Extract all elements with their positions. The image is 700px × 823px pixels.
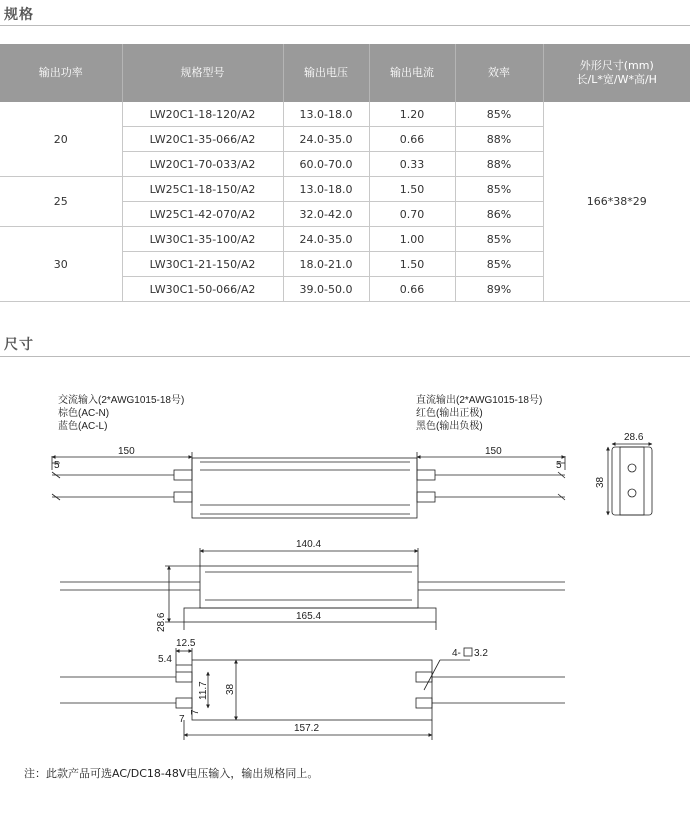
spec-section-title: 规格 (4, 7, 34, 23)
dim-165-4: 165.4 (296, 611, 322, 622)
dim-hole-size: 3.2 (474, 648, 488, 659)
input-label-1: 交流输入(2*AWG1015-18号) (58, 395, 185, 406)
power-cell: 25 (0, 177, 122, 227)
efficiency-cell: 85% (455, 102, 543, 127)
voltage-cell: 24.0-35.0 (283, 127, 369, 152)
voltage-cell: 13.0-18.0 (283, 177, 369, 202)
efficiency-cell: 88% (455, 127, 543, 152)
output-label-1: 直流输出(2*AWG1015-18号) (416, 395, 543, 406)
dim-5-4: 5.4 (158, 654, 172, 665)
voltage-cell: 18.0-21.0 (283, 252, 369, 277)
dim-38-end: 38 (595, 476, 606, 488)
input-label-2: 棕色(AC-N) (58, 408, 110, 419)
header-dimension (543, 44, 690, 102)
model-cell: LW30C1-35-100/A2 (122, 227, 283, 252)
efficiency-cell: 88% (455, 152, 543, 177)
voltage-cell: 60.0-70.0 (283, 152, 369, 177)
dim-28-6-end: 28.6 (624, 432, 644, 443)
efficiency-cell: 85% (455, 227, 543, 252)
top-view-body (174, 458, 435, 518)
efficiency-cell: 86% (455, 202, 543, 227)
current-cell: 1.00 (369, 227, 455, 252)
dim-150-left: 150 (118, 446, 135, 457)
model-cell: LW25C1-18-150/A2 (122, 177, 283, 202)
dim-5-left: 5 (54, 460, 60, 471)
current-cell: 0.33 (369, 152, 455, 177)
current-cell: 0.66 (369, 277, 455, 302)
input-label-3: 蓝色(AC-L) (58, 421, 108, 432)
model-cell: LW30C1-21-150/A2 (122, 252, 283, 277)
square-hole-icon (464, 648, 472, 656)
dimension-drawing (0, 360, 700, 760)
table-header-row (0, 44, 690, 102)
dim-hole-count: 4- (452, 648, 461, 659)
output-label-2: 红色(输出正极) (416, 408, 483, 419)
header-model: 规格型号 (122, 44, 283, 102)
current-cell: 1.20 (369, 102, 455, 127)
dimension-cell: 166*38*29 (543, 102, 690, 302)
model-cell: LW20C1-35-066/A2 (122, 127, 283, 152)
dim-150-right: 150 (485, 446, 502, 457)
dim-7-b: 7 (179, 714, 185, 725)
current-cell: 1.50 (369, 177, 455, 202)
dim-38-bottom: 38 (225, 683, 236, 695)
top-view-wires (52, 472, 565, 500)
size-section-divider (0, 356, 690, 357)
size-section-title: 尺寸 (4, 337, 34, 353)
model-cell: LW25C1-42-070/A2 (122, 202, 283, 227)
bottom-view-body (60, 660, 565, 720)
current-cell: 1.50 (369, 252, 455, 277)
model-cell: LW20C1-18-120/A2 (122, 102, 283, 127)
table-row (0, 102, 690, 127)
efficiency-cell: 85% (455, 252, 543, 277)
dim-28-6-side: 28.6 (156, 612, 167, 632)
header-dimension-line1: 外形尺寸(mm) (579, 59, 654, 72)
voltage-cell: 13.0-18.0 (283, 102, 369, 127)
efficiency-cell: 85% (455, 177, 543, 202)
model-cell: LW30C1-50-066/A2 (122, 277, 283, 302)
dim-5-right: 5 (556, 460, 562, 471)
power-cell: 30 (0, 227, 122, 302)
output-label-3: 黑色(输出负极) (416, 421, 483, 432)
header-voltage: 输出电压 (283, 44, 369, 102)
model-cell: LW20C1-70-033/A2 (122, 152, 283, 177)
header-dimension-line2: 长/L*宽/W*高/H (576, 73, 657, 86)
end-view (612, 447, 652, 515)
voltage-cell: 32.0-42.0 (283, 202, 369, 227)
dim-7-a: 7 (190, 709, 201, 715)
dim-157-2: 157.2 (294, 723, 320, 734)
header-current: 输出电流 (369, 44, 455, 102)
spec-section-divider (0, 25, 690, 26)
dim-11-7: 11.7 (198, 681, 209, 700)
current-cell: 0.66 (369, 127, 455, 152)
header-power: 输出功率 (0, 44, 122, 102)
spec-table (0, 44, 690, 302)
voltage-cell: 24.0-35.0 (283, 227, 369, 252)
dim-12-5: 12.5 (176, 638, 196, 649)
voltage-cell: 39.0-50.0 (283, 277, 369, 302)
current-cell: 0.70 (369, 202, 455, 227)
power-cell: 20 (0, 102, 122, 177)
efficiency-cell: 89% (455, 277, 543, 302)
header-efficiency: 效率 (455, 44, 543, 102)
footnote: 注：此款产品可选AC/DC18-48V电压输入，输出规格同上。 (24, 767, 319, 780)
dim-140-4: 140.4 (296, 539, 322, 550)
